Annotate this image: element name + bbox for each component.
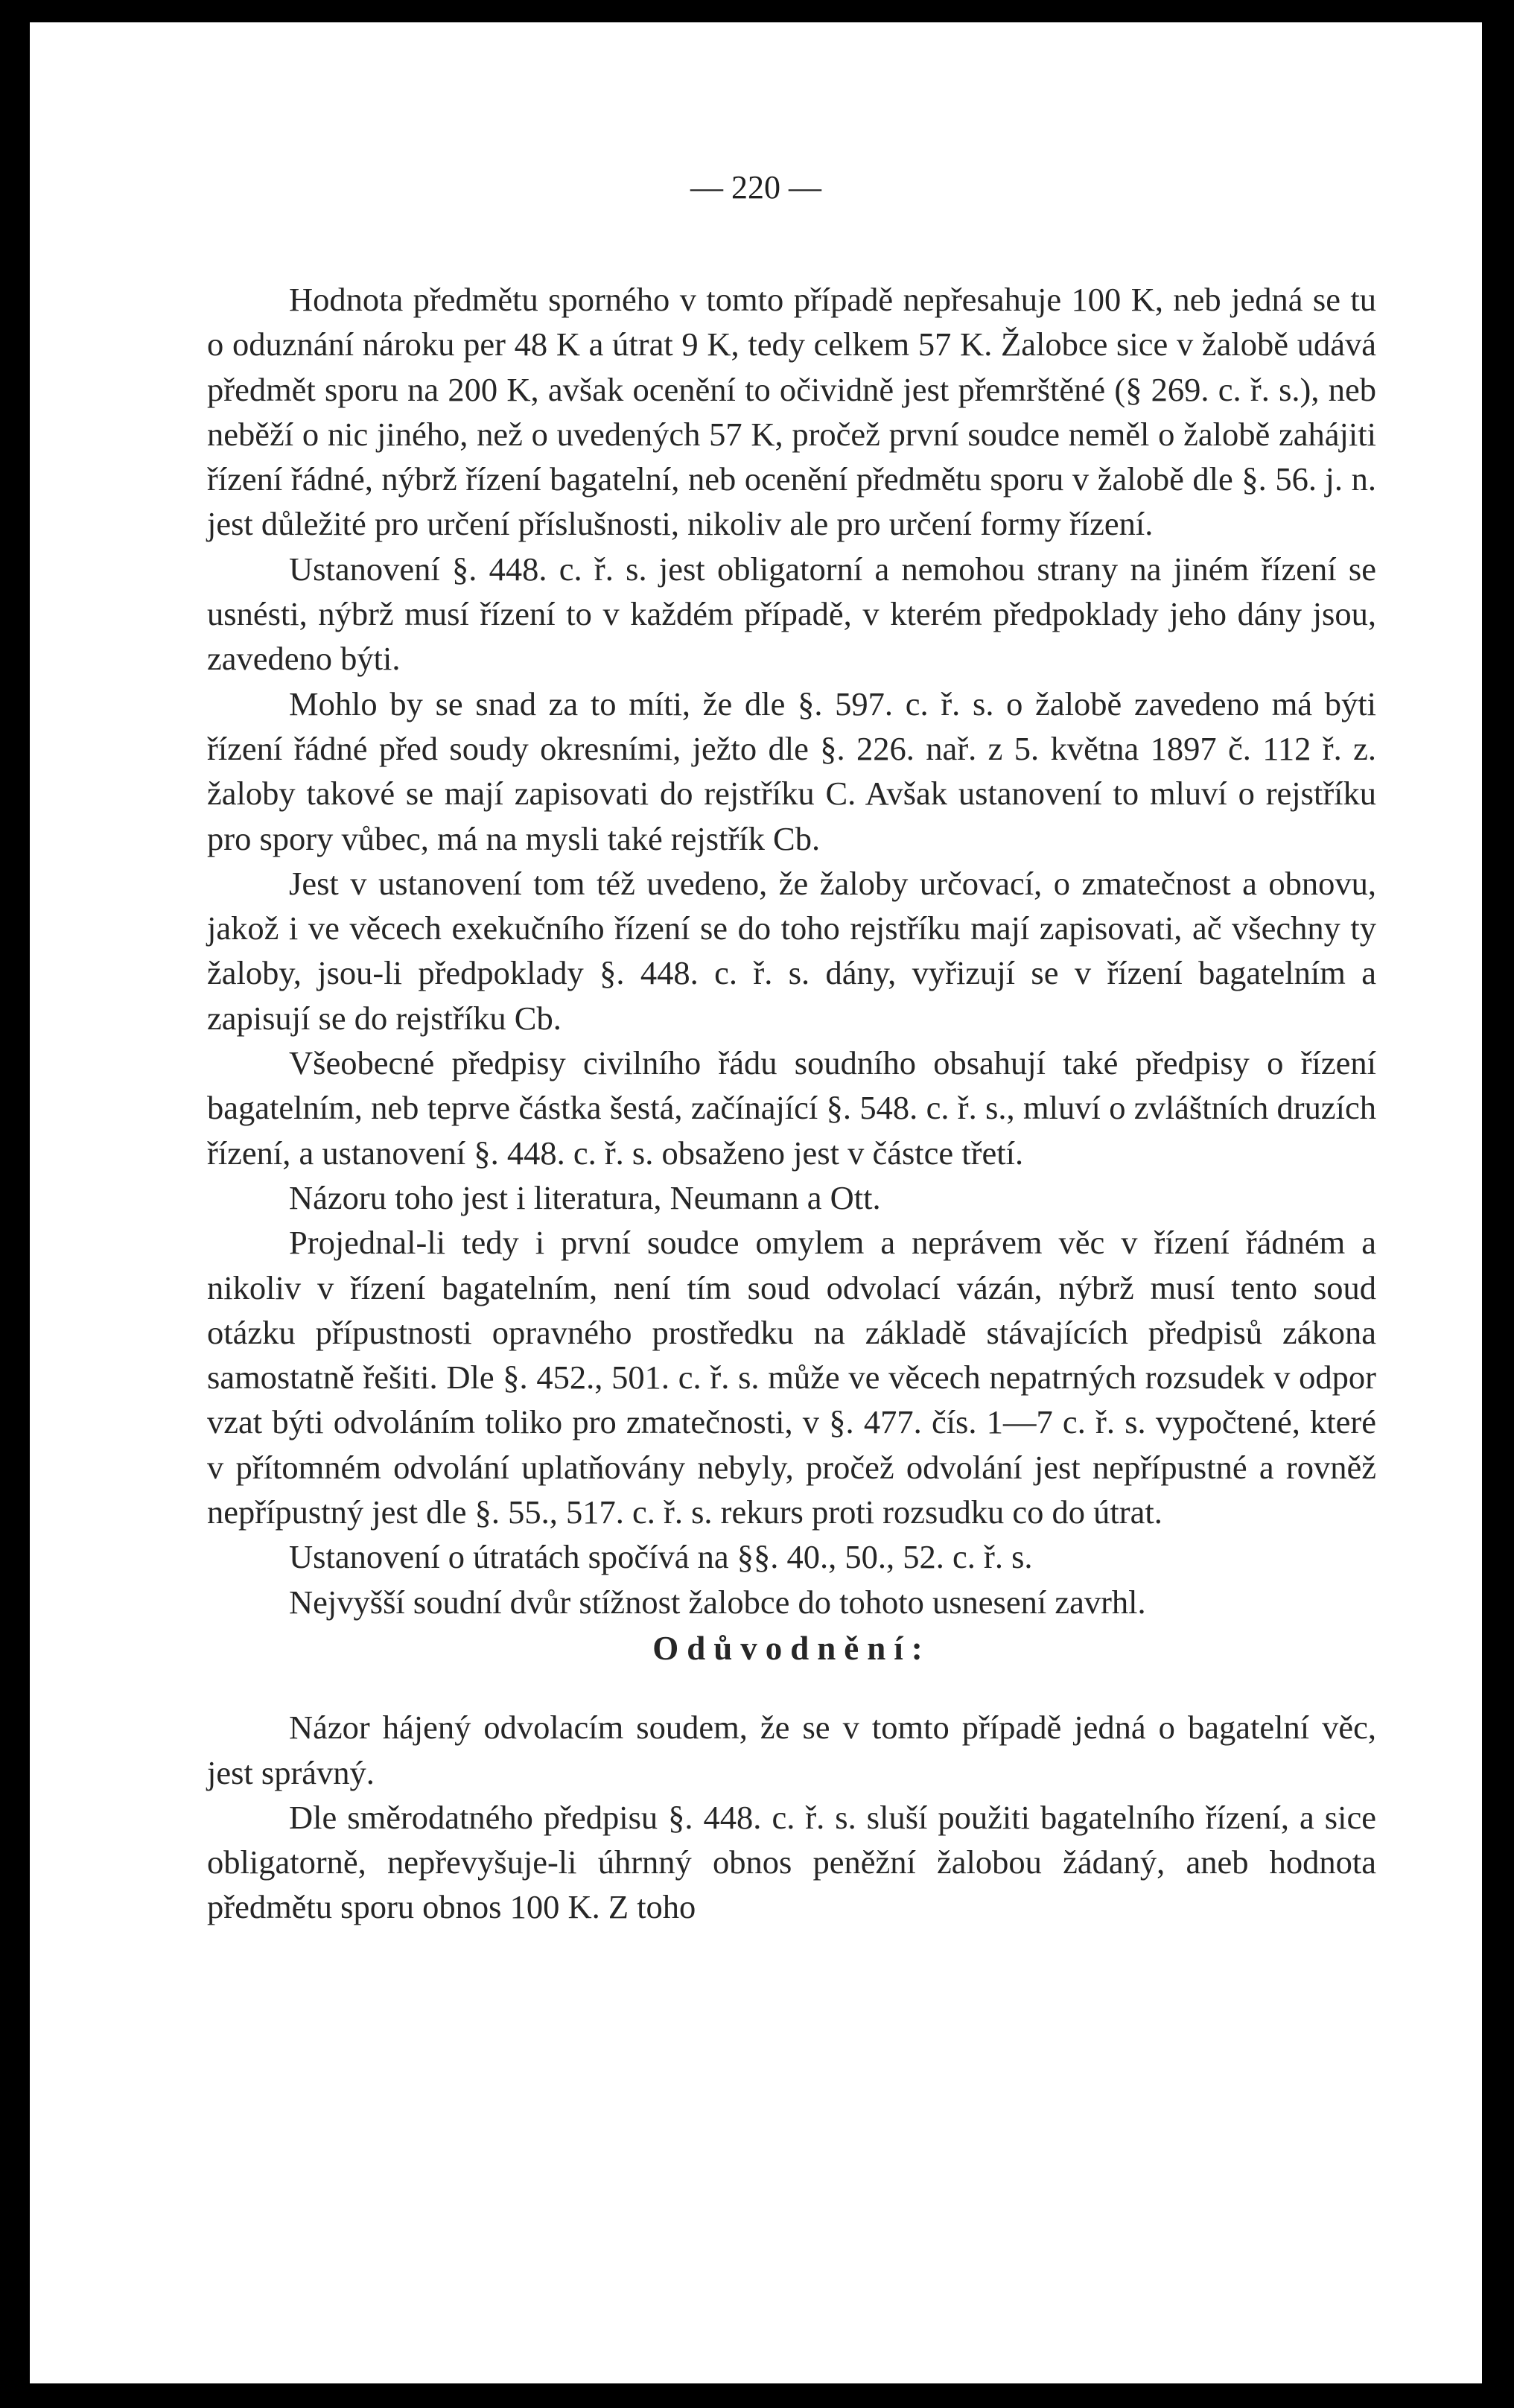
paragraph-supreme-court-decision: Nejvyšší soudní dvůr stížnost žalobce do tohoto usnesení zavrhl.: [289, 1583, 1146, 1621]
paragraph-general-provisions: Všeobecné předpisy civilního řádu soudního obsahují také předpisy o řízení bagatelním, neb teprve částka šestá, začínající §. 548. c. ř. s., mluví o zvláštních druzích řízení, a ustanovení §. 448. c. ř. s. obsaženo jest v částce třetí.: [207, 1044, 1376, 1172]
page-number: — 220 —: [690, 169, 821, 206]
page-body: [207, 277, 1376, 1930]
book-page: [30, 22, 1482, 2383]
paragraph-literature: Názoru toho jest i literatura, Neumann a Ott.: [289, 1178, 881, 1216]
paragraph-costs: Ustanovení o útratách spočívá na §§. 40., 50., 52. c. ř. s.: [289, 1538, 1033, 1576]
paragraph-register-c: Mohlo by se snad za to míti, že dle §. 597. c. ř. s. o žalobě zavedeno má býti řízení řádné před soudy okresními, ježto dle §. 226. nař. z 5. května 1897 č. 112 ř. z. žaloby takové se mají zapisovati do rejstříku C. Avšak ustanovení to mluví o rejstříku pro spory vůbec, má na mysli také rejstřík Cb.: [207, 684, 1376, 857]
paragraph-obligatory-procedure: Ustanovení §. 448. c. ř. s. jest obligatorní a nemohou strany na jiném řízení se usnésti, nýbrž musí řízení to v každém případě, v kterém předpoklady jeho dány jsou, zavedeno býti.: [207, 550, 1376, 678]
section-heading: Odůvodnění:: [652, 1629, 931, 1667]
paragraph-reasoning-2: Dle směrodatného předpisu §. 448. c. ř. s. sluší použiti bagatelního řízení, a sice obligatorně, nepřevyšuje-li úhrnný obnos peněžní žalobou žádaný, aneb hodnota předmětu sporu obnos 100 K. Z toho: [207, 1798, 1376, 1926]
paragraph-register-cb: Jest v ustanovení tom též uvedeno, že žaloby určovací, o zmatečnost a obnovu, jakož i ve věcech exekučního řízení se do toho rejstříku mají zapisovati, ač všechny ty žaloby, jsou-li předpoklady §. 448. c. ř. s. dány, vyřizují se v řízení bagatelním a zapisují se do rejstříku Cb.: [207, 864, 1376, 1037]
paragraph-appeal-admissibility: Projednal-li tedy i první soudce omylem a neprávem věc v řízení řádném a nikoliv v řízení bagatelním, není tím soud odvolací vázán, nýbrž musí tento soud otázku přípustnosti opravného prostředku na základě stávajících předpisů zákona samostatně řešiti. Dle §. 452., 501. c. ř. s. může ve věcech nepatrných rozsudek v odpor vzat býti odvoláním toliko pro zmatečnosti, v §. 477. čís. 1—7 c. ř. s. vypočtené, které v přítomném odvolání uplatňovány nebyly, pročež odvolání jest nepřípustné a rovněž nepřípustný jest dle §. 55., 517. c. ř. s. rekurs proti rozsudku co do útrat.: [207, 1224, 1376, 1531]
paragraph-value-of-subject: Hodnota předmětu sporného v tomto případě nepřesahuje 100 K, neb jedná se tu o oduznání nároku per 48 K a útrat 9 K, tedy celkem 57 K. Žalobce sice v žalobě udává předmět sporu na 200 K, avšak ocenění to očividně jest přemrštěné (§ 269. c. ř. s.), neb neběží o nic jiného, než o uvedených 57 K, pročež první soudce neměl o žalobě zahájiti řízení řádné, nýbrž řízení bagatelní, neb ocenění předmětu sporu v žalobě dle §. 56. j. n. jest důležité pro určení příslušnosti, nikoliv ale pro určení formy řízení.: [207, 281, 1376, 543]
paragraph-reasoning-1: Názor hájený odvolacím soudem, že se v tomto případě jedná o bagatelní věc, jest správný.: [207, 1709, 1376, 1791]
